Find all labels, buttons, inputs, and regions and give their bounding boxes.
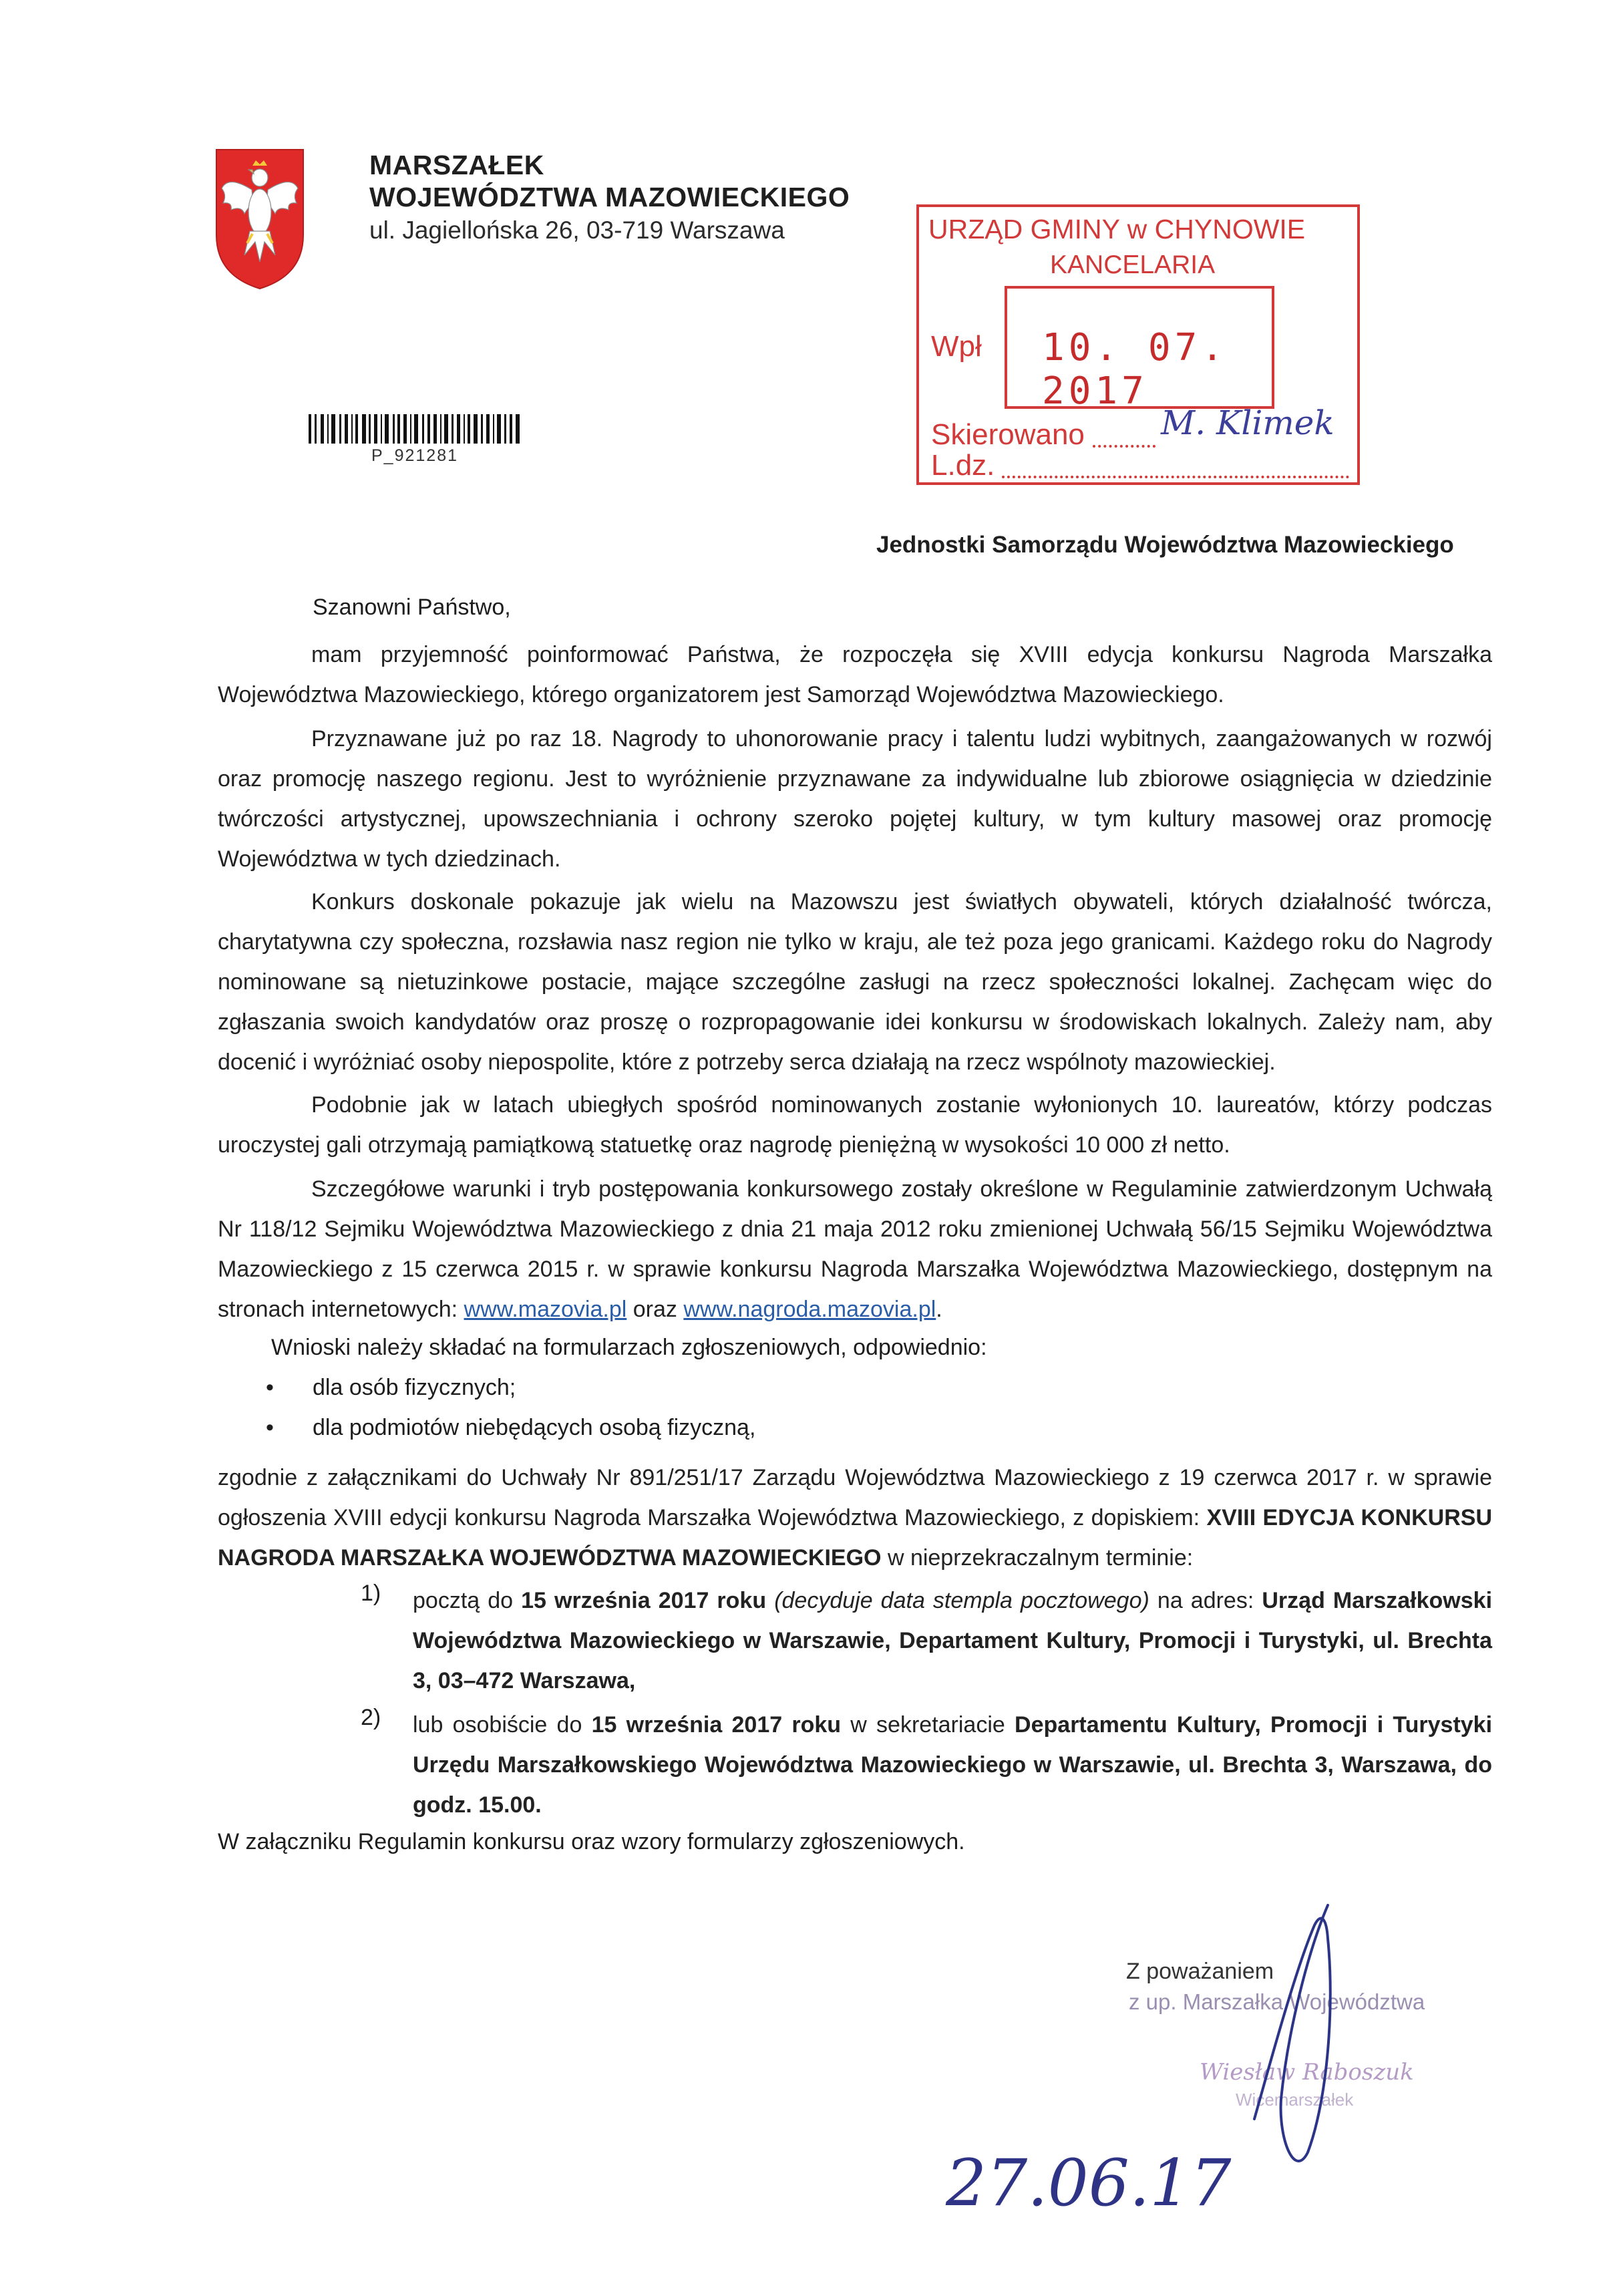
link-join: oraz xyxy=(633,1297,677,1322)
stamp-ldz-label: L.dz. xyxy=(931,449,995,482)
item-1-date: 15 września 2017 roku xyxy=(521,1588,767,1613)
item-1-note: (decyduje data stempla pocztowego) xyxy=(774,1588,1149,1613)
link-nagroda-mazovia[interactable]: www.nagroda.mazovia.pl xyxy=(683,1297,936,1322)
item-2-text: lub osobiście do xyxy=(413,1712,582,1738)
paragraph-7-bold: XVIII EDYCJA KONKURSU NAGRODA MARSZAŁKA WOJEWÓDZTWA MAZOWIECKIEGO xyxy=(218,1505,1492,1571)
paragraph-4: Podobnie jak w latach ubiegłych spośród nominowanych zostanie wyłonionych 10. laureatów, którzy podczas uroczystej gali otrzymają pamiątkową statuetkę oraz nagrodę pieniężną w wysokości 10 000 zł netto. xyxy=(218,1092,1492,1158)
paragraph-3: Konkurs doskonale pokazuje jak wielu na Mazowszu jest światłych obywateli, których działalność twórcza, charytatywna czy społeczna, rozsławia nasz region nie tylko w kraju, ale też poza jego granicami. Każdego roku do Nagrody nominowane są nietuzinkowe postacie, mające szczególne zasługi na rzecz społeczności lokalnej. Zachęcam więc do zgłaszania swoich kandydatów oraz proszę o rozpropagowanie idei konkursu w środowiskach lokalnych. Zależy nam, aby docenić i wyróżniać osoby niepospolite, które z potrzeby serca działają na rzecz wspólnoty mazowieckiej. xyxy=(218,889,1492,1075)
stamp-date-box xyxy=(1005,286,1274,413)
item-2-address: Departamentu Kultury, Promocji i Turystyki Urzędu Marszałkowskiego Województwa Mazowieckiego w Warszawie, ul. Brechta 3, Warszawa, do godz. 15.00. xyxy=(413,1712,1493,1818)
receipt-stamp xyxy=(916,204,1360,485)
paragraph-2: Przyznawane już po raz 18. Nagrody to uhonorowanie pracy i talentu ludzi wybitnych, zaangażowanych w rozwój oraz promocję naszego regionu. Jest to wyróżnienie przyznawane za indywidualne lub zbiorowe osiągnięcia w dziedzinie twórczości artystycznej, upowszechniania i ochrony szeroko pojętej kultury, w tym kultury masowej oraz promocję Województwa w tych dziedzinach. xyxy=(218,726,1492,872)
stamp-dotted-line xyxy=(1093,445,1155,448)
on-behalf-line: z up. Marszałka Województwa xyxy=(1129,1989,1425,2014)
item-2-text-2: w sekretariacie xyxy=(850,1712,1005,1738)
paragraph-5-text: Szczegółowe warunki i tryb postępowania konkursowego zostały określone w Regulaminie zatwierdzonym Uchwałą Nr 118/12 Sejmiku Województwa Mazowieckiego z dnia 21 maja 2012 roku zmienionej Uchwałą 56/15 Sejmiku Województwa Mazowieckiego z 15 czerwca 2015 r. w sprawie konkursu Nagroda Marszałka Województwa Mazowieckiego, dostępnym na stronach internetowych: xyxy=(218,1176,1492,1322)
paragraph-5: Szczegółowe warunki i tryb postępowania konkursowego zostały określone w Regulaminie zatwierdzonym Uchwałą Nr 118/12 Sejmiku Województwa Mazowieckiego z dnia 21 maja 2012 roku zmienionej Uchwałą 56/15 Sejmiku Województwa Mazowieckiego z 15 czerwca 2015 r. w sprawie konkursu Nagroda Marszałka Województwa Mazowieckiego, dostępnym na stronach internetowych: www.mazovia.pl oraz www.nagroda.mazovia.pl. xyxy=(218,1176,1492,1322)
stamp-office-department: KANCELARIA xyxy=(1050,251,1216,279)
paragraph-7-deadline: w nieprzekraczalnym terminie: xyxy=(887,1545,1194,1571)
stamp-office-name: URZĄD GMINY w CHYNOWIE xyxy=(928,214,1306,244)
recipient: Jednostki Samorządu Województwa Mazowieckiego xyxy=(876,532,1454,558)
stamp-dotted-line xyxy=(1002,476,1349,478)
coat-of-arms-logo xyxy=(215,148,305,290)
barcode-number: P_921281 xyxy=(371,446,459,465)
item-1-number: 1) xyxy=(361,1581,381,1606)
item-2 xyxy=(413,1705,1492,1825)
handwritten-signature xyxy=(1228,1899,1361,2186)
issuer-address: ul. Jagiellońska 26, 03-719 Warszawa xyxy=(369,216,785,244)
link-mazovia[interactable]: www.mazovia.pl xyxy=(464,1297,627,1322)
issuer-title-line1: MARSZAŁEK xyxy=(369,150,544,180)
salutation: Szanowni Państwo, xyxy=(313,595,511,620)
item-2-date: 15 września 2017 roku xyxy=(591,1712,842,1738)
signatory-name-stamp: Wiesław Raboszuk xyxy=(1200,2059,1414,2086)
stamp-handwritten-recipient: M. Klimek xyxy=(1161,403,1334,442)
bullet-marker: • xyxy=(266,1415,274,1440)
paragraph-7-text: zgodnie z załącznikami do Uchwały Nr 891/251/17 Zarządu Województwa Mazowieckiego z 19 czerwca 2017 r. w sprawie ogłoszenia XVIII edycji konkursu Nagroda Marszałka Województwa Mazowieckiego, z dopiskiem: xyxy=(218,1465,1492,1530)
barcode xyxy=(309,414,520,444)
item-2-number: 2) xyxy=(361,1705,381,1730)
attachment-note: W załączniku Regulamin konkursu oraz wzory formularzy zgłoszeniowych. xyxy=(218,1829,965,1854)
item-1-text-2: na adres: xyxy=(1157,1588,1254,1613)
bullet-item-1: dla osób fizycznych; xyxy=(313,1375,516,1400)
handwritten-date: 27.06.17 xyxy=(946,2146,1232,2221)
item-1-text: pocztą do xyxy=(413,1588,514,1613)
item-1 xyxy=(413,1581,1492,1701)
stamp-wpl-label: Wpł xyxy=(931,330,982,363)
issuer-title-line2: WOJEWÓDZTWA MAZOWIECKIEGO xyxy=(369,182,850,212)
stamp-received-date: 10. 07. 2017 xyxy=(1042,326,1228,413)
bullet-marker: • xyxy=(266,1375,274,1400)
paragraph-7 xyxy=(218,1458,1492,1578)
closing-phrase: Z poważaniem xyxy=(1126,1959,1274,1984)
bullet-item-2: dla podmiotów niebędących osobą fizyczną, xyxy=(313,1415,756,1440)
paragraph-6: Wnioski należy składać na formularzach zgłoszeniowych, odpowiednio: xyxy=(271,1335,987,1360)
signatory-role-stamp: Wicemarszałek xyxy=(1236,2090,1354,2110)
paragraph-1: mam przyjemność poinformować Państwa, że rozpoczęła się XVIII edycja konkursu Nagroda Marszałka Województwa Mazowieckiego, którego organizatorem jest Samorząd Województwa Mazowieckiego. xyxy=(218,642,1492,707)
stamp-skierowano-label: Skierowano xyxy=(931,418,1085,451)
item-1-address: Urząd Marszałkowski Województwa Mazowieckiego w Warszawie, Departament Kultury, Promocji i Turystyki, ul. Brechta 3, 03–472 Warszawa, xyxy=(413,1588,1493,1693)
